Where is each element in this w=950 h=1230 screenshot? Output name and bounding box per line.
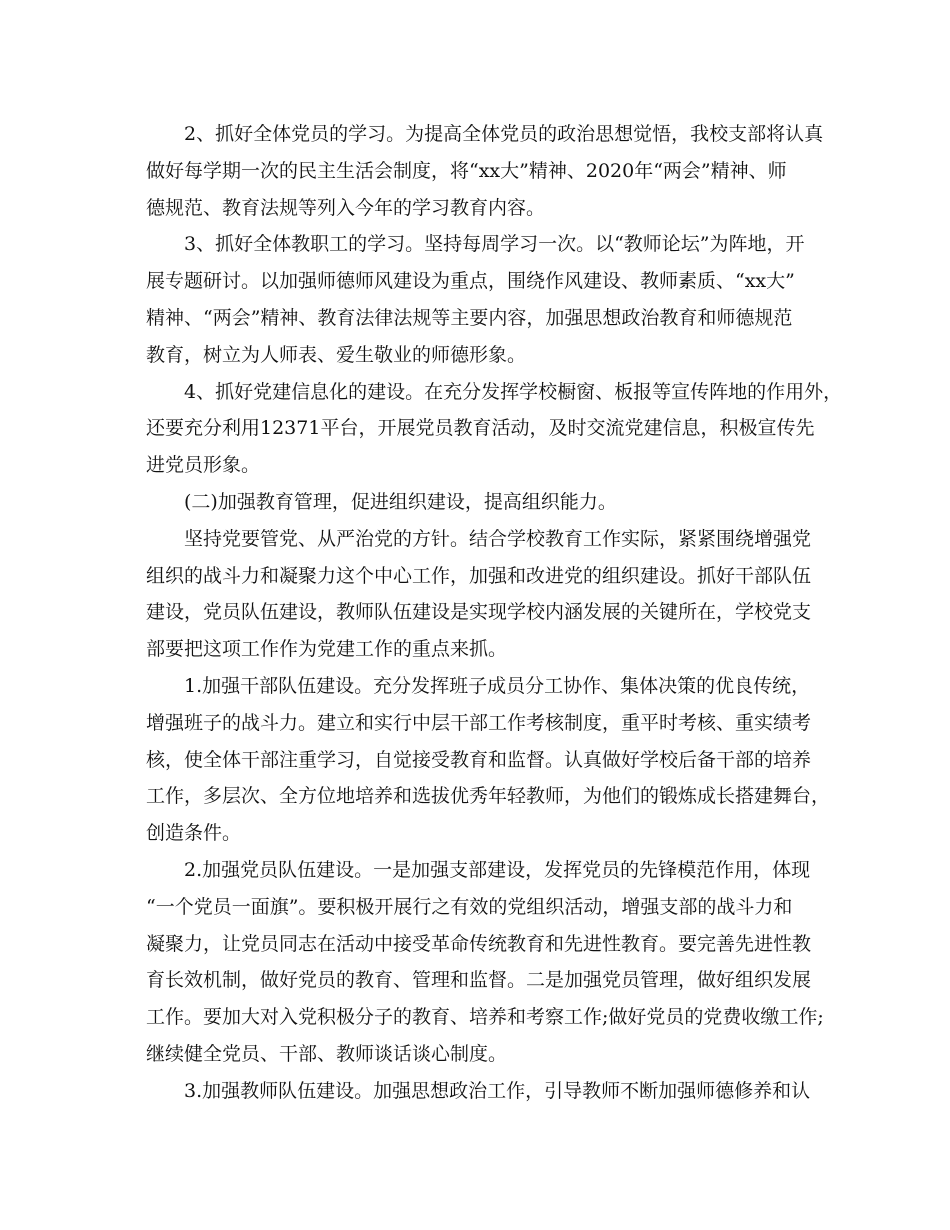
paragraph-member-team	[146, 852, 824, 1073]
text-line: 凝聚力，让党员同志在活动中接受革命传统教育和先进性教育。要完善先进性教	[146, 932, 812, 955]
text-line: 德规范、教育法规等列入今年的学习教育内容。	[146, 196, 546, 219]
text-line: (二)加强教育管理，促进组织建设，提高组织能力。	[184, 490, 617, 513]
document-body	[146, 116, 843, 1110]
text-line: 教育，树立为人师表、爱生敬业的师德形象。	[146, 343, 527, 366]
paragraph-teacher-team	[146, 1073, 811, 1110]
text-line: 展专题研讨。以加强师德师风建设为重点，围绕作风建设、教师素质、“xx大”	[146, 270, 795, 293]
paragraph-staff-study	[146, 226, 806, 373]
paragraph-informatization	[146, 374, 843, 484]
text-line: 核，使全体干部注重学习，自觉接受教育和监督。认真做好学校后备干部的培养	[146, 748, 812, 771]
text-line: 组织的战斗力和凝聚力这个中心工作，加强和改进党的组织建设。抓好干部队伍	[146, 564, 812, 587]
text-line: 创造条件。	[146, 822, 242, 845]
text-line: 建设，党员队伍建设，教师队伍建设是实现学校内涵发展的关键所在，学校党支	[146, 601, 812, 624]
text-line: 工作，多层次、全方位地培养和选拔优秀年轻教师，为他们的锻炼成长搭建舞台，	[146, 785, 831, 808]
text-line: “一个党员一面旗”。要积极开展行之有效的党组织活动，增强支部的战斗力和	[146, 895, 793, 918]
text-line: 育长效机制，做好党员的教育、管理和监督。二是加强党员管理，做好组织发展	[146, 969, 812, 992]
text-line: 2、抓好全体党员的学习。为提高全体党员的政治思想觉悟，我校支部将认真	[184, 123, 824, 145]
paragraph-cadre-team	[146, 668, 831, 852]
paragraph-party-discipline	[146, 521, 812, 668]
paragraph-party-member-study	[146, 116, 824, 226]
text-line: 1.加强干部队伍建设。充分发挥班子成员分工协作、集体决策的优良传统，	[184, 674, 811, 697]
text-line: 增强班子的战斗力。建立和实行中层干部工作考核制度，重平时考核、重实绩考	[146, 711, 812, 734]
text-line: 精神、“两会”精神、教育法律法规等主要内容，加强思想政治教育和师德规范	[146, 306, 793, 329]
text-line: 2.加强党员队伍建设。一是加强支部建设，发挥党员的先锋模范作用，体现	[184, 858, 811, 881]
text-line: 3.加强教师队伍建设。加强思想政治工作，引导教师不断加强师德修养和认	[184, 1079, 811, 1102]
text-line: 还要充分利用12371平台，开展党员教育活动，及时交流党建信息，积极宣传先	[146, 417, 815, 440]
text-line: 部要把这项工作作为党建工作的重点来抓。	[146, 638, 508, 661]
text-line: 工作。要加大对入党积极分子的教育、培养和考察工作;做好党员的党费收缴工作;	[146, 1006, 824, 1029]
text-line: 做好每学期一次的民主生活会制度，将“xx大”精神、2020年“两会”精神、师	[146, 159, 787, 182]
text-line: 继续健全党员、干部、教师谈话谈心制度。	[146, 1042, 508, 1065]
text-line: 3、抓好全体教职工的学习。坚持每周学习一次。以“教师论坛”为阵地，开	[184, 233, 805, 256]
section-heading	[146, 484, 806, 521]
text-line: 坚持党要管党、从严治党的方针。结合学校教育工作实际，紧紧围绕增强党	[184, 527, 812, 550]
text-line: 4、抓好党建信息化的建设。在充分发挥学校橱窗、板报等宣传阵地的作用外，	[184, 380, 843, 403]
text-line: 进党员形象。	[146, 454, 261, 477]
